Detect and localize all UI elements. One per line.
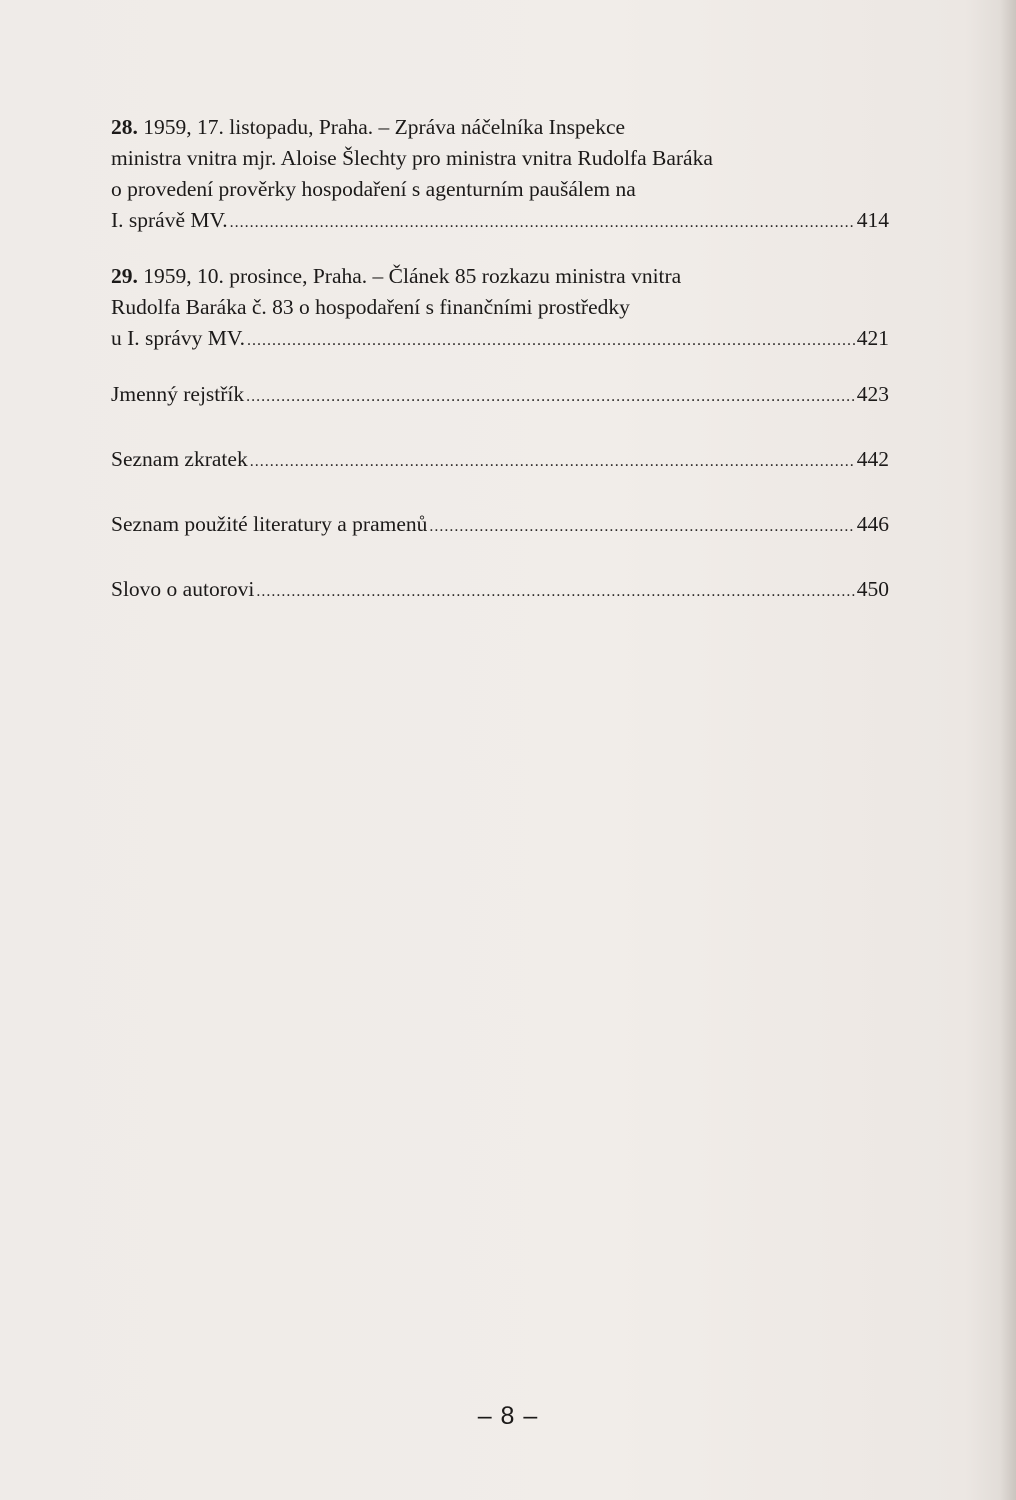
toc-entry-name-index <box>111 379 889 412</box>
toc-entry-bibliography <box>111 509 889 542</box>
entry-number: 28. <box>111 115 138 139</box>
page-reference: 421 <box>856 326 889 350</box>
table-of-contents <box>111 112 889 607</box>
entry-last-line <box>111 323 889 356</box>
entry-line: o provedení prověrky hospodaření s agenturním paušálem na <box>111 177 636 201</box>
dot-leader <box>246 381 855 412</box>
dot-leader <box>429 511 854 542</box>
entry-last-line <box>111 205 889 238</box>
entry-line: ministra vnitra mjr. Aloise Šlechty pro ministra vnitra Rudolfa Baráka <box>111 146 713 170</box>
page-reference: 446 <box>856 512 889 536</box>
entry-line <box>111 261 889 292</box>
entry-title: Seznam použité literatury a pramenů <box>111 512 428 536</box>
entry-line <box>111 112 889 143</box>
entry-text: u I. správy MV. <box>111 326 245 350</box>
page-reference: 414 <box>856 208 889 232</box>
entry-number: 29. <box>111 264 138 288</box>
dot-leader <box>230 207 855 238</box>
entry-text: I. správě MV. <box>111 208 228 232</box>
page-reference: 423 <box>856 382 889 406</box>
entry-line: Rudolfa Baráka č. 83 o hospodaření s finančními prostředky <box>111 295 630 319</box>
page-number: – 8 – <box>477 1402 539 1430</box>
entry-title: Seznam zkratek <box>111 447 248 471</box>
dot-leader <box>256 576 854 607</box>
toc-entry-abbreviations <box>111 444 889 477</box>
page-reference: 450 <box>856 577 889 601</box>
page-reference: 442 <box>856 447 889 471</box>
entry-title: Jmenný rejstřík <box>111 382 245 406</box>
toc-entry-28 <box>111 112 889 238</box>
toc-entry-about-author <box>111 574 889 607</box>
page-edge-shadow <box>1000 0 1016 1500</box>
dot-leader <box>247 325 855 356</box>
entry-text: 1959, 17. listopadu, Praha. – Zpráva náčelníka Inspekce <box>143 115 626 139</box>
entry-text: 1959, 10. prosince, Praha. – Článek 85 rozkazu ministra vnitra <box>143 264 682 288</box>
toc-entry-29 <box>111 261 889 356</box>
entry-title: Slovo o autorovi <box>111 577 255 601</box>
dot-leader <box>250 446 855 477</box>
